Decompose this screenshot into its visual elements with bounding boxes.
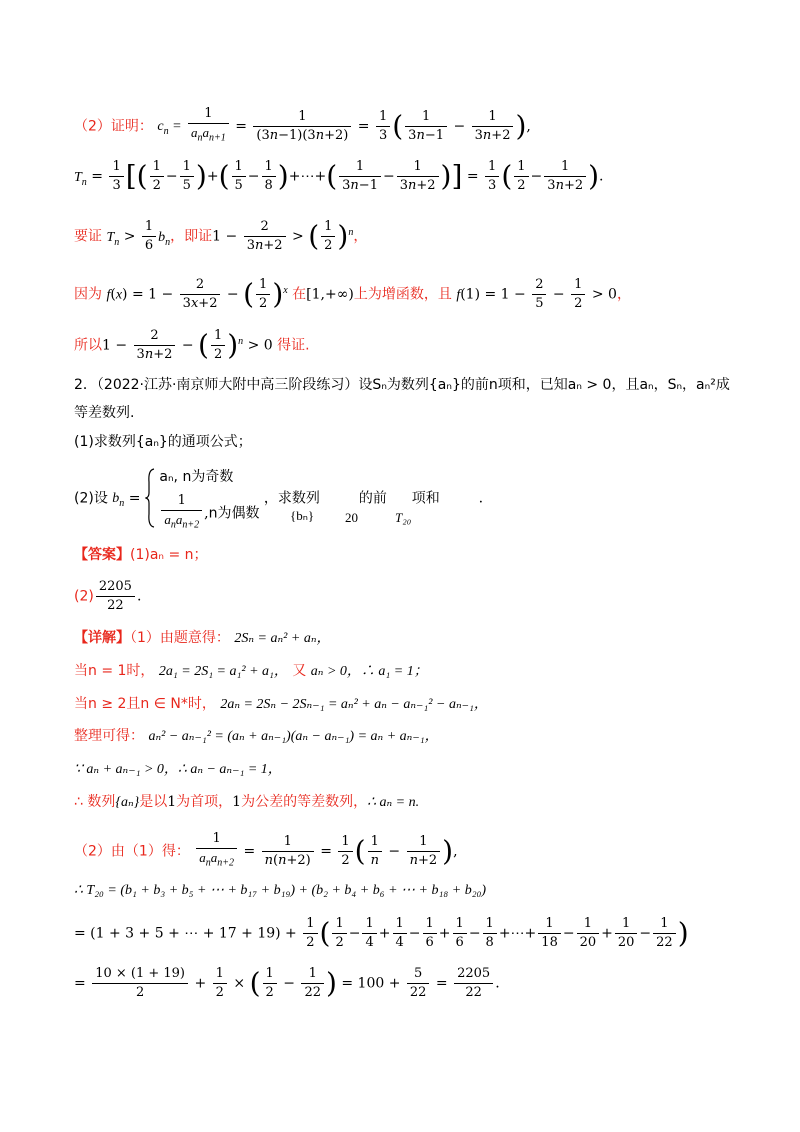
detail-line-9: = (1 + 3 + 5 + ⋯ + 17 + 19) + $\frac{1}{2}$ ( $\frac{1}{2}$ − $\frac{1}{4}$ + $\frac{1}{4}$ − $\frac{1}{6}$ + $\frac{1}{6}$ − $\frac{1}{8}$ +⋯+ $\frac{1}{18}$ − $\frac{1}{20}$ + $\frac{1}{20}$ − $\frac{1}{22}$ ) [74,916,689,950]
problem2-T-label: T₂₀ [395,510,412,525]
detail-line-2: 当n = 1时， 2a₁ = 2S₁ = a₁² + a₁， 又 aₙ > 0，∴ a₁ = 1； [74,663,428,679]
problem2-q2: (2)设 $b_n$ = aₙ, n为奇数 1 $a_na_{n+2}$ ,n为偶数 ，求数列 的前 项和 . [74,469,484,531]
detail-line-1: 【详解】（1）由题意得： 2Sₙ = aₙ² + aₙ， [74,630,331,646]
proof-line-tn: $T_n$ = $\frac{1}{3}$ [( $\frac{1}{2}$ − $\frac{1}{5}$ )+( $\frac{1}{5}$ − $\frac{1}{8}$ )+⋯+( $\frac{1}{3n-1}$ − $\frac{1}{3n+2}$ )] = $\frac{1}{3}$ ( $\frac{1}{2}$ − $\frac{1}{3n+2}$ ). [74,159,604,193]
detail-line-5: ∵ aₙ + aₙ₋₁ > 0，∴ aₙ − aₙ₋₁ = 1， [74,762,282,777]
problem2-seq-label: {bₙ} [290,508,315,523]
problem2-header: 2．（2022·江苏·南京师大附中高三阶段练习）设Sₙ为数列{aₙ}的前n项和，已知aₙ > 0，且aₙ，Sₙ，aₙ²成 [74,377,730,393]
problem2-q1: (1)求数列{aₙ}的通项公式； [74,434,252,450]
proof-line-because: 因为 f(x) = 1 − $\frac{2}{3x+2}$ − ( $\frac{1}{2}$ )$^x$ 在[1,+∞)上为增函数，且 f(1) = 1 − $\frac{2}{5}$ − $\frac{1}{2}$ > 0， [74,277,631,311]
brace-icon [145,468,155,528]
answer-line-2: (2) $\frac{2205}{22}$ . [74,579,142,613]
proof-line-therefore: 所以1 − $\frac{2}{3n+2}$ − ( $\frac{1}{2}$ )$^n$ > 0 得证. [74,328,310,362]
detail-line-6: ∴ 数列{aₙ}是以1为首项，1为公差的等差数列，∴ aₙ = n. [74,794,420,810]
detail-line-8: ∴ T₂₀ = (b₁ + b₃ + b₅ + ⋯ + b₁₇ + b₁₉) + (b₂ + b₄ + b₆ + ⋯ + b₁₈ + b₂₀) [74,883,487,898]
proof-line-cn: （2）证明： $c_n$ = 1 $a_na_{n+1}$ = $\frac{1}{(3n-1)(3n+2)}$ = $\frac{1}{3}$ ( $\frac{1}{3n-1}$ − $\frac{1}{3n+2}$ ), [74,106,531,144]
detail-line-3: 当n ≥ 2且n ∈ N*时， 2aₙ = 2Sₙ − 2Sₙ₋₁ = aₙ² + aₙ − aₙ₋₁² − aₙ₋₁， [74,696,488,712]
problem2-header-cont: 等差数列. [74,405,135,421]
proof-line-to-prove: 要证 $T_n$ > $\frac{1}{6}$ $b_n$，即证1 − $\frac{2}{3n+2}$ > ( $\frac{1}{2}$ )$^n$， [74,219,368,253]
detail-line-7: （2）由（1）得： 1 $a_na_{n+2}$ = $\frac{1}{n(n+2)}$ = $\frac{1}{2}$ ( $\frac{1}{n}$ − $\frac{1}{n+2}$ ), [74,831,458,869]
detail-line-10: = $\frac{10 \times (1 + 19)}{2}$ + $\frac{1}{2}$ × ( $\frac{1}{2}$ − $\frac{1}{22}$ ) = 100 + $\frac{5}{22}$ = $\frac{2205}{22}$ . [74,966,500,1000]
proof-label: （2）证明： [74,118,153,135]
problem2-n-label: 20 [345,510,358,525]
detail-line-4: 整理可得： aₙ² − aₙ₋₁² = (aₙ + aₙ₋₁)(aₙ − aₙ₋₁) = aₙ + aₙ₋₁， [74,728,439,744]
answer-line-1: 【答案】(1)aₙ = n； [74,547,208,563]
